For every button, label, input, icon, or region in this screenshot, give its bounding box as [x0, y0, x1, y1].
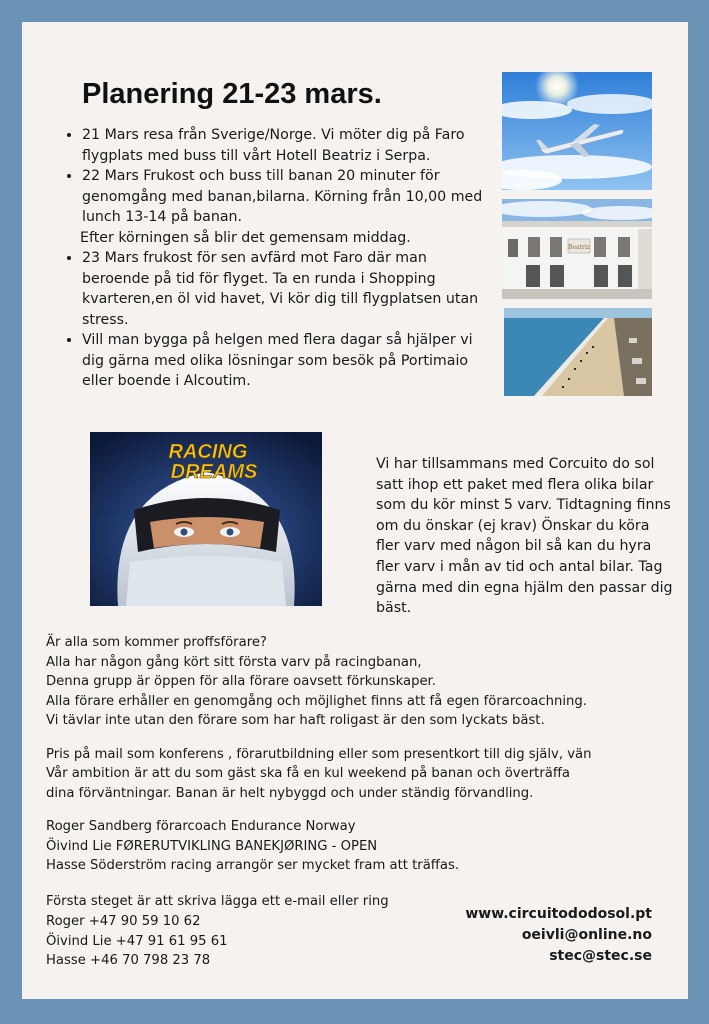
list-item: [82, 248, 497, 330]
poster-title-line2: DREAMS: [170, 461, 258, 483]
beach-photo: [504, 308, 652, 396]
info-paragraph: [46, 745, 666, 804]
phone-oivind[interactable]: Öivind Lie +47 91 61 95 61: [46, 933, 228, 949]
text-line: dina förväntningar. Banan är helt nybyggd och under ständig förvandling.: [46, 785, 534, 801]
text-line: Pris på mail som konferens , förarutbildning eller som presentkort till dig själv, vän: [46, 746, 592, 762]
list-item: [82, 125, 497, 166]
text-line: Hasse Söderström racing arrangör ser mycket fram att träffas.: [46, 858, 460, 873]
contact-intro: Första steget är att skriva lägga ett e-mail eller ring: [46, 894, 389, 909]
flyer-page: [22, 22, 688, 999]
text-line: Är alla som kommer proffsförare?: [46, 635, 267, 650]
airplane-photo: [502, 72, 652, 190]
plan-item-note: Efter körningen så blir det gemensam middag.: [80, 229, 411, 246]
list-item: [82, 330, 497, 392]
plan-list: [62, 125, 497, 392]
poster-title-line1: RACING: [168, 441, 248, 463]
plan-item-text: 22 Mars Frukost och buss till banan 20 minuter för genomgång med banan,bilarna. Körning från 10,00 med lunch 13-14 på banan.: [82, 168, 483, 225]
plan-item-text: 23 Mars frukost för sen avfärd mot Faro där man beroende på tid för flyget. Ta en runda i Shopping kvarteren,en öl vid havet, Vi kör dig till flygplatsen utan stress.: [82, 250, 479, 328]
hotel-photo: [502, 199, 652, 299]
text-line: Alla förare erhåller en genomgång och möjlighet finns att få egen förarcoachning.: [46, 693, 587, 709]
organizers: [46, 817, 666, 876]
email-link[interactable]: oeivli@online.no: [521, 927, 652, 943]
text-line: Vår ambition är att du som gäst ska få en kul weekend på banan och överträffa: [46, 766, 570, 781]
page-title: Planering 21-23 mars.: [82, 78, 382, 110]
info-paragraph: [46, 633, 666, 731]
racing-description: Vi har tillsammans med Corcuito do sol satt ihop ett paket med flera olika bilar som du kör minst 5 varv. Tidtagning finns om du önskar (ej krav) Önskar du köra fler varv med någon bil så kan du hyra fler varv i mån av tid och antal bilar. Tag gärna med din egna hjälm den passar dig bäst.: [376, 456, 673, 617]
text-line: Alla har någon gång kört sitt första varv på racingbanan,: [46, 654, 422, 670]
text-line: Vi tävlar inte utan den förare som har haft roligast är den som lyckats bäst.: [46, 713, 545, 728]
website-link[interactable]: www.circuitododosol.pt: [465, 906, 652, 922]
text-line: Denna grupp är öppen för alla förare oavsett förkunskaper.: [46, 674, 436, 689]
hotel-sign: Beatriz: [568, 244, 590, 251]
info-text: [46, 633, 666, 890]
web-contacts: [465, 904, 652, 967]
text-line: Öivind Lie FØRERUTVIKLING BANEKJØRING - OPEN: [46, 838, 378, 854]
plan-item-text: Vill man bygga på helgen med flera dagar så hjälper vi dig gärna med olika lösningar som besök på Portimaio eller boende i Alcoutim.: [82, 332, 473, 389]
plan-item-text: 21 Mars resa från Sverige/Norge. Vi möter dig på Faro flygplats med buss till vårt Hotell Beatriz i Serpa.: [82, 127, 465, 164]
email-link[interactable]: stec@stec.se: [549, 948, 652, 964]
list-item: [82, 166, 497, 248]
racing-dreams-poster: [90, 432, 322, 606]
text-line: Roger Sandberg förarcoach Endurance Norway: [46, 819, 356, 834]
contact-info: [46, 892, 426, 971]
phone-roger[interactable]: Roger +47 90 59 10 62: [46, 913, 201, 929]
phone-hasse[interactable]: Hasse +46 70 798 23 78: [46, 953, 211, 969]
